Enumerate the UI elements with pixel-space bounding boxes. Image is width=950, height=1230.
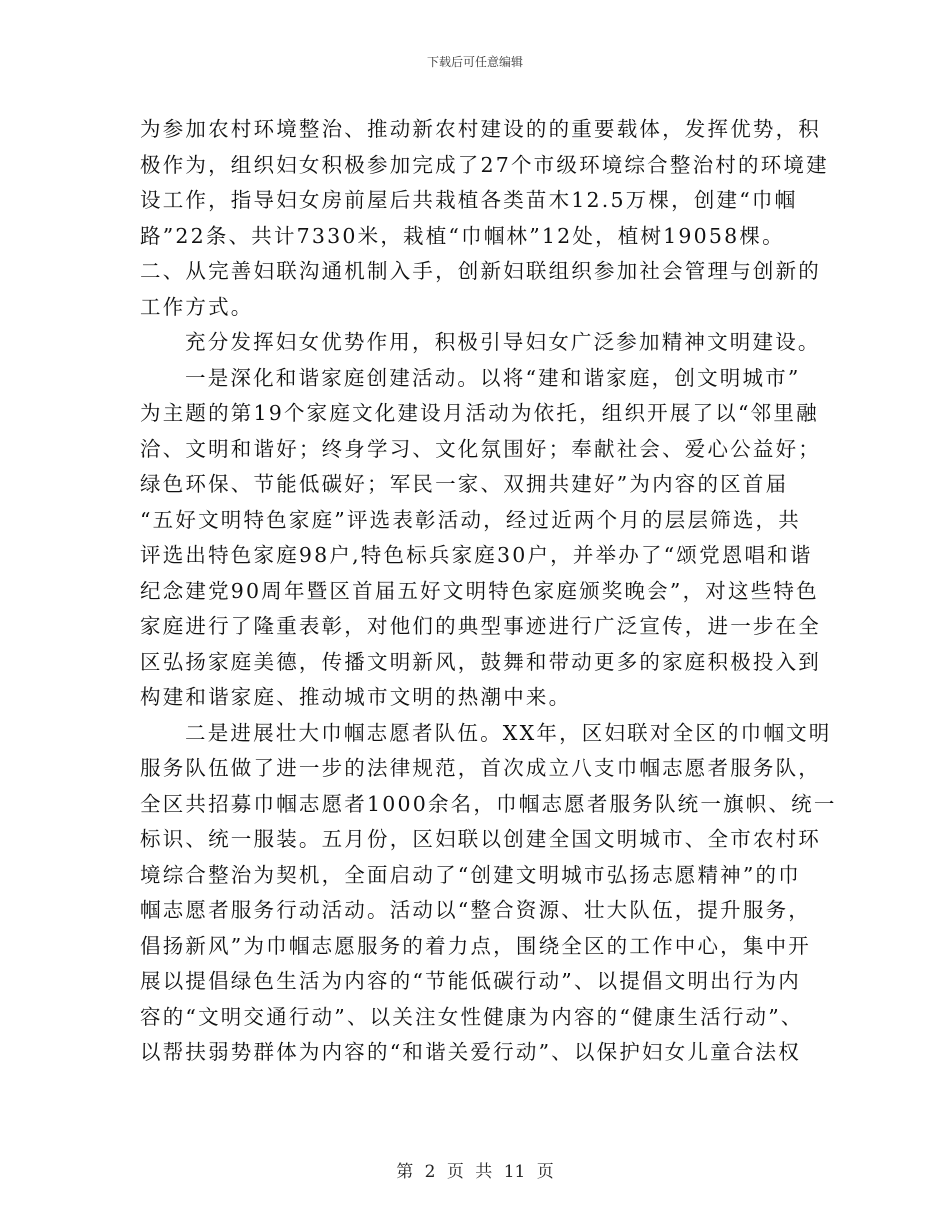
text-line: 纪念建党90周年暨区首届五好文明特色家庭颁奖晚会”，对这些特色 <box>140 578 819 603</box>
text-line: 极作为，组织妇女积极参加完成了27个市级环境综合整治村的环境建 <box>140 152 829 177</box>
text-line: 标识、统一服装。五月份，区妇联以创建全国文明城市、全市农村环 <box>140 827 821 851</box>
body-text <box>140 112 837 1071</box>
text-line: 二是进展壮大巾帼志愿者队伍。XX年，区妇联对全区的巾帼文明 <box>185 720 832 745</box>
text-line: 服务队伍做了进一步的法律规范，首次成立八支巾帼志愿者服务队， <box>140 756 821 780</box>
text-line: 全区共招募巾帼志愿者1000余名，巾帼志愿者服务队统一旗帜、统一 <box>140 791 837 816</box>
text-line: 构建和谐家庭、推动城市文明的热潮中来。 <box>140 685 572 709</box>
text-line: 绿色环保、节能低碳好；军民一家、双拥共建好”为内容的区首届 <box>140 472 789 496</box>
text-line: 家庭进行了隆重表彰，对他们的典型事迹进行广泛宣传，进一步在全 <box>140 614 821 638</box>
text-line: 一是深化和谐家庭创建活动。以将“建和谐家庭，创文明城市” <box>185 365 801 390</box>
text-line: 以帮扶弱势群体为内容的“和谐关爱行动”、以保护妇女儿童合法权 <box>140 1040 801 1064</box>
text-line: 为主题的第19个家庭文化建设月活动为依托，组织开展了以“邻里融 <box>140 401 819 425</box>
text-line: 倡扬新风”为巾帼志愿服务的着力点，围绕全区的工作中心，集中开 <box>140 933 811 958</box>
page-number: 第 2 页 共 11 页 <box>396 1162 554 1182</box>
text-line: 帼志愿者服务行动活动。活动以“整合资源、壮大队伍，提升服务， <box>140 898 811 922</box>
text-line: 工作方式。 <box>140 294 254 319</box>
text-line: 评选出特色家庭98户,特色标兵家庭30户，并举办了“颂党恩唱和谐 <box>140 543 813 567</box>
header-note: 下载后可任意编辑 <box>426 55 523 69</box>
text-line: 充分发挥妇女优势作用，积极引导妇女广泛参加精神文明建设。 <box>185 330 821 354</box>
text-line: 容的“文明交通行动”、以关注女性健康为内容的“健康生活行动”、 <box>140 1004 804 1029</box>
text-line: 设工作，指导妇女房前屋后共栽植各类苗木12.5万棵，创建“巾帼 <box>140 188 798 212</box>
text-line: 区弘扬家庭美德，传播文明新风，鼓舞和带动更多的家庭积极投入到 <box>140 649 821 674</box>
text-line: 路”22条、共计7330米，栽植“巾帼林”12处，植树19058棵。 <box>140 223 785 248</box>
text-line: 展以提倡绿色生活为内容的“节能低碳行动”、以提倡文明出行为内 <box>140 969 801 993</box>
text-line: 为参加农村环境整治、推动新农村建设的的重要载体，发挥优势，积 <box>140 117 821 141</box>
text-line: “五好文明特色家庭”评选表彰活动，经过近两个月的层层筛选，共 <box>140 507 801 532</box>
text-line: 二、从完善妇联沟通机制入手，创新妇联组织参加社会管理与创新的 <box>140 259 821 283</box>
text-line: 境综合整治为契机，全面启动了“创建文明城市弘扬志愿精神”的巾 <box>140 862 801 887</box>
text-line: 洽、文明和谐好；终身学习、文化氛围好；奉献社会、爱心公益好； <box>140 436 821 461</box>
